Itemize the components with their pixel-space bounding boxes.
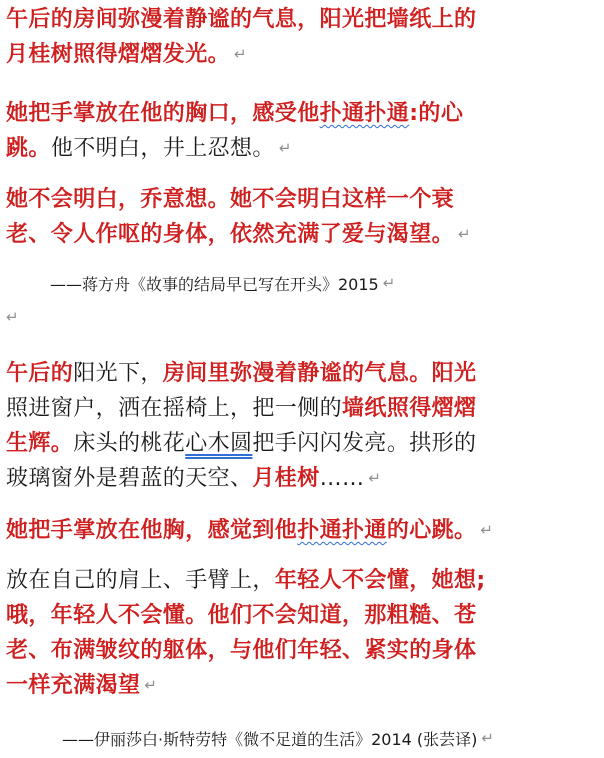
text-run: 月桂树 xyxy=(252,466,320,491)
text-run: 他不明白，井上忍想。 xyxy=(50,136,275,161)
paragraph-mark-icon: ↵ xyxy=(144,676,158,694)
text-line xyxy=(6,598,598,633)
paragraph-mark-icon: ↵ xyxy=(480,521,494,539)
text-line xyxy=(6,391,598,426)
text-line xyxy=(6,131,598,166)
text-run: 一样充满渴望 xyxy=(6,673,141,698)
paragraph-mark-icon: ↵ xyxy=(278,139,292,157)
text-run: 她把手掌放在他胸，感觉到他 xyxy=(6,518,298,543)
passage1-paragraph-2 xyxy=(6,96,598,166)
text-run: 老、令人作呕的身体，依然充满了爱与渴望。 xyxy=(6,222,455,247)
text-line xyxy=(6,182,598,217)
text-run: 扑通扑通 xyxy=(297,518,387,543)
text-run: 午后的房间弥漫着静谧的气息，阳光把墙纸上的 xyxy=(6,7,477,32)
text-line xyxy=(6,426,598,461)
text-run: :的心 xyxy=(409,101,464,126)
text-run: 午后的 xyxy=(6,361,74,386)
passage2-paragraph-1 xyxy=(6,356,598,496)
text-line xyxy=(6,2,598,37)
paragraph-mark-icon: ↵ xyxy=(458,225,471,243)
text-run: 放在自己的肩上、手臂上， xyxy=(6,568,275,593)
text-run: 把手闪闪发亮。拱形的 xyxy=(252,431,477,456)
empty-paragraph-mark-icon: ↵ xyxy=(6,308,19,326)
text-line xyxy=(6,37,598,72)
passage2-paragraph-3 xyxy=(6,563,598,703)
paragraph-mark-icon: ↵ xyxy=(368,469,382,487)
text-run: 扑通扑通 xyxy=(319,101,410,126)
passage2-paragraph-2 xyxy=(6,513,598,548)
text-run: …… xyxy=(319,466,365,491)
text-run: 月桂树照得熠熠发光。 xyxy=(6,42,231,67)
passage1-paragraph-1 xyxy=(6,2,598,72)
passage1-paragraph-3 xyxy=(6,182,598,252)
text-run: 房间里弥漫着静谧的气息。阳光 xyxy=(162,361,477,386)
text-run: 她把手掌放在他的胸口，感受他 xyxy=(6,101,320,126)
text-line xyxy=(6,461,598,496)
text-line xyxy=(6,513,598,548)
text-run: 跳。 xyxy=(6,136,51,161)
text-run: 照进窗户，洒在摇椅上，把一侧的 xyxy=(6,396,343,421)
text-line xyxy=(6,668,598,703)
passage2-citation xyxy=(62,727,494,751)
text-run: 床头的桃花 xyxy=(73,431,186,456)
text-run: 墙纸照得熠熠 xyxy=(342,396,477,421)
text-run: 年轻人不会懂，她想; xyxy=(274,568,486,593)
paragraph-mark-icon: ↵ xyxy=(382,274,396,292)
text-run: 的心跳。 xyxy=(386,518,477,543)
text-line xyxy=(6,96,598,131)
text-run: 玻璃窗外是碧蓝的天空、 xyxy=(6,466,253,491)
text-run: 生辉。 xyxy=(6,431,74,456)
text-line xyxy=(6,356,598,391)
text-run: 老、布满皱纹的躯体，与他们年轻、紧实的身体 xyxy=(6,638,477,663)
citation-text: ——伊丽莎白·斯特劳特《微不足道的生活》2014 (张芸译) xyxy=(62,730,478,749)
text-line xyxy=(6,633,598,668)
text-run: 哦，年轻人不会懂。他们不会知道，那粗糙、苍 xyxy=(6,603,477,628)
text-line xyxy=(6,563,598,598)
text-run: 阳光下， xyxy=(73,361,163,386)
text-run: 她不会明白，乔意想。她不会明白这样一个衰 xyxy=(6,187,455,212)
citation-text: ——蒋方舟《故事的结局早已写在开头》2015 xyxy=(50,275,379,294)
paragraph-mark-icon: ↵ xyxy=(481,729,494,747)
text-line xyxy=(6,217,598,252)
text-run: 心木圆 xyxy=(185,431,253,456)
passage1-citation xyxy=(50,272,395,296)
paragraph-mark-icon: ↵ xyxy=(234,45,247,63)
